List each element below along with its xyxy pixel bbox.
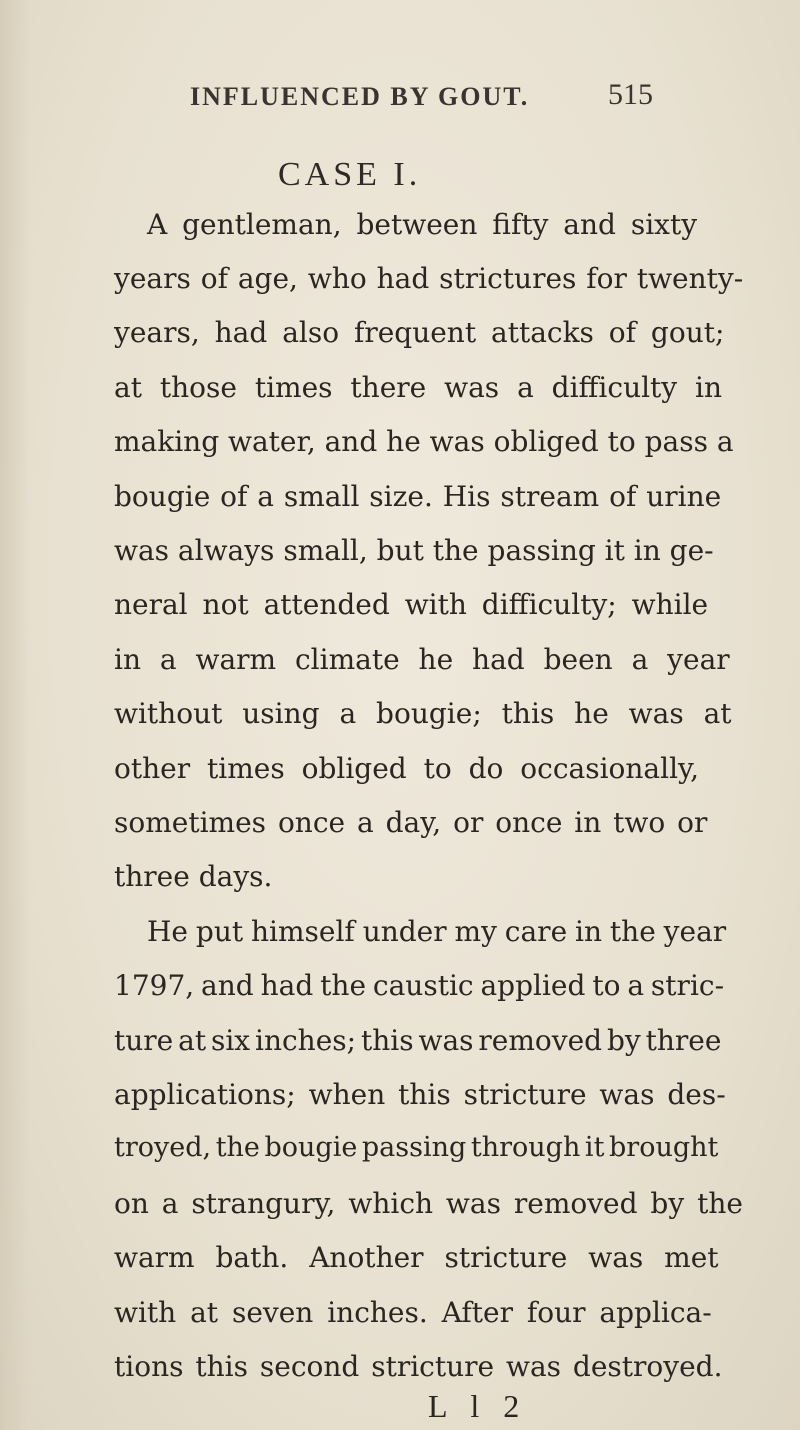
text-line: was always small, but the passing it in ge- [114, 534, 714, 567]
text-line: with at seven inches. After four applica- [114, 1296, 712, 1329]
text-line: without using a bougie; this he was at [114, 697, 732, 730]
text-line: tions this second stricture was destroyed. [114, 1350, 723, 1383]
case-heading: CASE I. [278, 156, 422, 193]
text-line: sometimes once a day, or once in two or [114, 806, 708, 839]
text-line: ture at six inches; this was removed by three [114, 1024, 722, 1057]
text-line: warm bath. Another stricture was met [114, 1241, 719, 1274]
page-gutter-shadow [0, 0, 30, 1430]
text-line: A gentleman, between fifty and sixty [147, 208, 698, 241]
text-line: on a strangury, which was removed by the [114, 1187, 743, 1220]
running-head: INFLUENCED BY GOUT. [190, 82, 530, 111]
text-line: He put himself under my care in the year [147, 915, 727, 948]
text-line: years, had also frequent attacks of gout; [114, 316, 725, 349]
text-line: three days. [114, 860, 273, 893]
text-line: troyed, the bougie passing through it brought [114, 1132, 719, 1163]
text-line: 1797, and had the caustic applied to a stric- [114, 969, 725, 1002]
text-line: years of age, who had strictures for twenty- [114, 262, 744, 295]
text-line: making water, and he was obliged to pass a [114, 425, 734, 458]
text-line: applications; when this stricture was des- [114, 1078, 726, 1111]
text-line: neral not attended with difficulty; while [114, 588, 709, 621]
signature-mark: L l 2 [428, 1388, 528, 1424]
text-line: in a warm climate he had been a year [114, 643, 730, 676]
page-number: 515 [608, 78, 653, 111]
text-line: at those times there was a difficulty in [114, 371, 723, 404]
text-line: bougie of a small size. His stream of urine [114, 480, 722, 513]
text-line: other times obliged to do occasionally, [114, 752, 700, 785]
